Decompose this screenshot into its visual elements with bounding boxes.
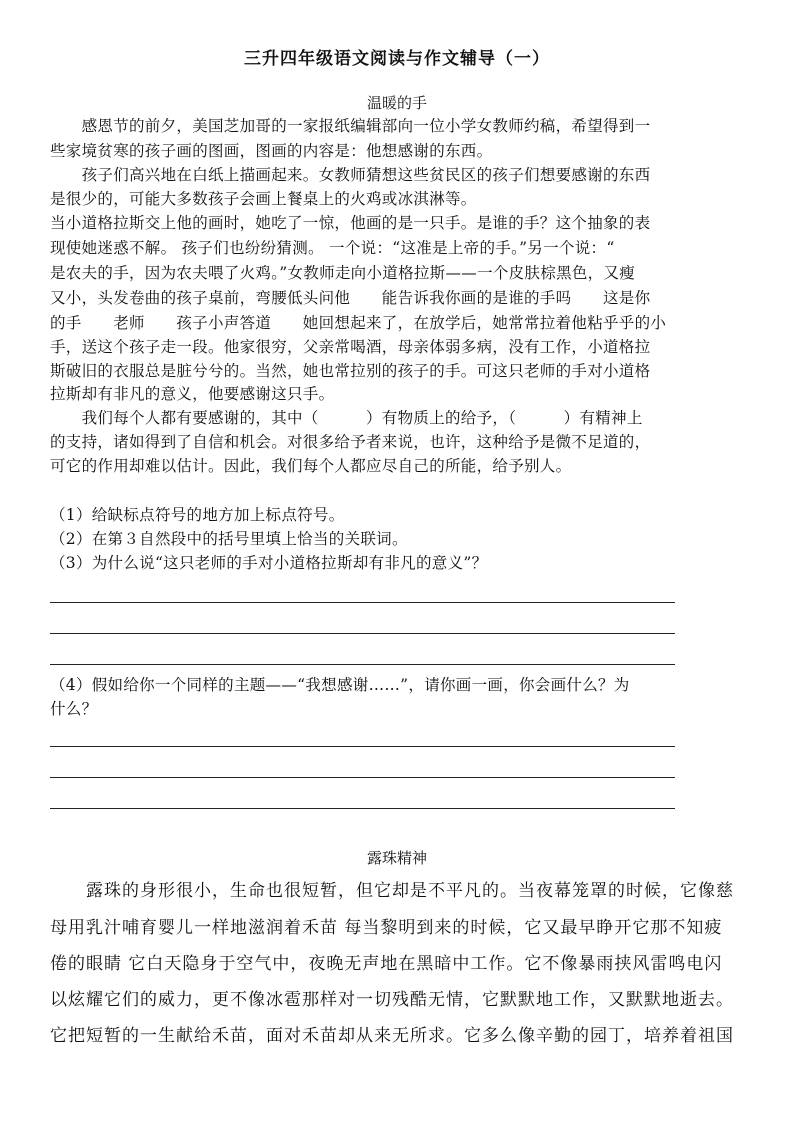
story1-line: 斯破旧的衣服总是脏兮兮的。当然，她也常拉别的孩子的手。可这只老师的手对小道格 (50, 362, 651, 380)
story1-line: 现使她迷惑不解。 孩子们也纷纷猜测。 一个说：“这准是上帝的手。”另一个说：“ (50, 239, 615, 257)
question-4-cont: 什么？ (50, 700, 98, 718)
story2-line: 它把短暂的一生献给禾苗，面对禾苗却从来无所求。它多么像辛勤的园丁，培养着祖国 (50, 1026, 734, 1046)
page-title: 三升四年级语文阅读与作文辅导（一） (244, 49, 550, 69)
question-2: （2）在第３自然段中的括号里填上恰当的关联词。 (50, 530, 408, 548)
story2-line: 倦的眼睛 它白天隐身于空气中，夜晚无声地在黑暗中工作。它不像暴雨挟风雷鸣电闪 (50, 954, 723, 974)
answer-line[interactable] (50, 602, 675, 603)
story1-line: 的手 老师 孩子小声答道 她回想起来了，在放学后，她常常拉着他粘乎乎的小 (50, 314, 667, 332)
story1-line: 又小，头发卷曲的孩子桌前，弯腰低头问他 能告诉我你画的是谁的手吗 这是你 (50, 289, 651, 307)
answer-line[interactable] (50, 777, 675, 778)
story1-line: 当小道格拉斯交上他的画时，她吃了一惊，他画的是一只手。是谁的手？这个抽象的表 (50, 214, 651, 232)
question-4: （4）假如给你一个同样的主题——“我想感谢……”，请你画一画，你会画什么？为 (50, 676, 630, 694)
story1-title: 温暖的手 (366, 94, 427, 112)
answer-line[interactable] (50, 808, 675, 809)
story2-line: 以炫耀它们的威力，更不像冰雹那样对一切残酷无情，它默默地工作，又默默地逝去。 (50, 990, 734, 1010)
story1-line: 手，送这个孩子走一段。他家很穷，父亲常喝酒，母亲体弱多病，没有工作，小道格拉 (50, 338, 651, 356)
story1-line: 是很少的，可能大多数孩子会画上餐桌上的火鸡或冰淇淋等。 (50, 190, 477, 208)
answer-line[interactable] (50, 664, 675, 665)
question-1: （1）给缺标点符号的地方加上标点符号。 (50, 506, 345, 524)
story1-line: 孩子们高兴地在白纸上描画起来。女教师猜想这些贫民区的孩子们想要感谢的东西 (50, 166, 651, 184)
story1-line: 的支持，诸如得到了自信和机会。对很多给予者来说，也许，这种给予是微不足道的， (50, 433, 651, 451)
story1-line: 我们每个人都有要感谢的，其中（ ）有物质上的给予，（ ）有精神上 (50, 409, 643, 427)
story2-title: 露珠精神 (366, 849, 427, 867)
story2-line: 母用乳汁哺育婴儿一样地滋润着禾苗 每当黎明到来的时候，它又最早睁开它那不知疲 (50, 918, 723, 938)
story1-line: 是农夫的手，因为农夫喂了火鸡。”女教师走向小道格拉斯——一个皮肤棕黑色，又瘦 (50, 264, 636, 282)
question-3: （3）为什么说“这只老师的手对小道格拉斯却有非凡的意义”？ (50, 554, 488, 572)
story1-line: 可它的作用却难以估计。因此，我们每个人都应尽自己的所能，给予别人。 (50, 457, 572, 475)
story1-line: 些家境贫寒的孩子画的图画，图画的内容是：他想感谢的东西。 (50, 142, 493, 160)
story1-line: 拉斯却有非凡的意义，他要感谢这只手。 (50, 385, 335, 403)
story2-line: 露珠的身形很小，生命也很短暂，但它却是不平凡的。当夜幕笼罩的时候，它像慈 (50, 881, 734, 901)
answer-line[interactable] (50, 633, 675, 634)
answer-line[interactable] (50, 746, 675, 747)
story1-line: 感恩节的前夕，美国芝加哥的一家报纸编辑部向一位小学女教师约稿，希望得到一 (50, 117, 651, 135)
